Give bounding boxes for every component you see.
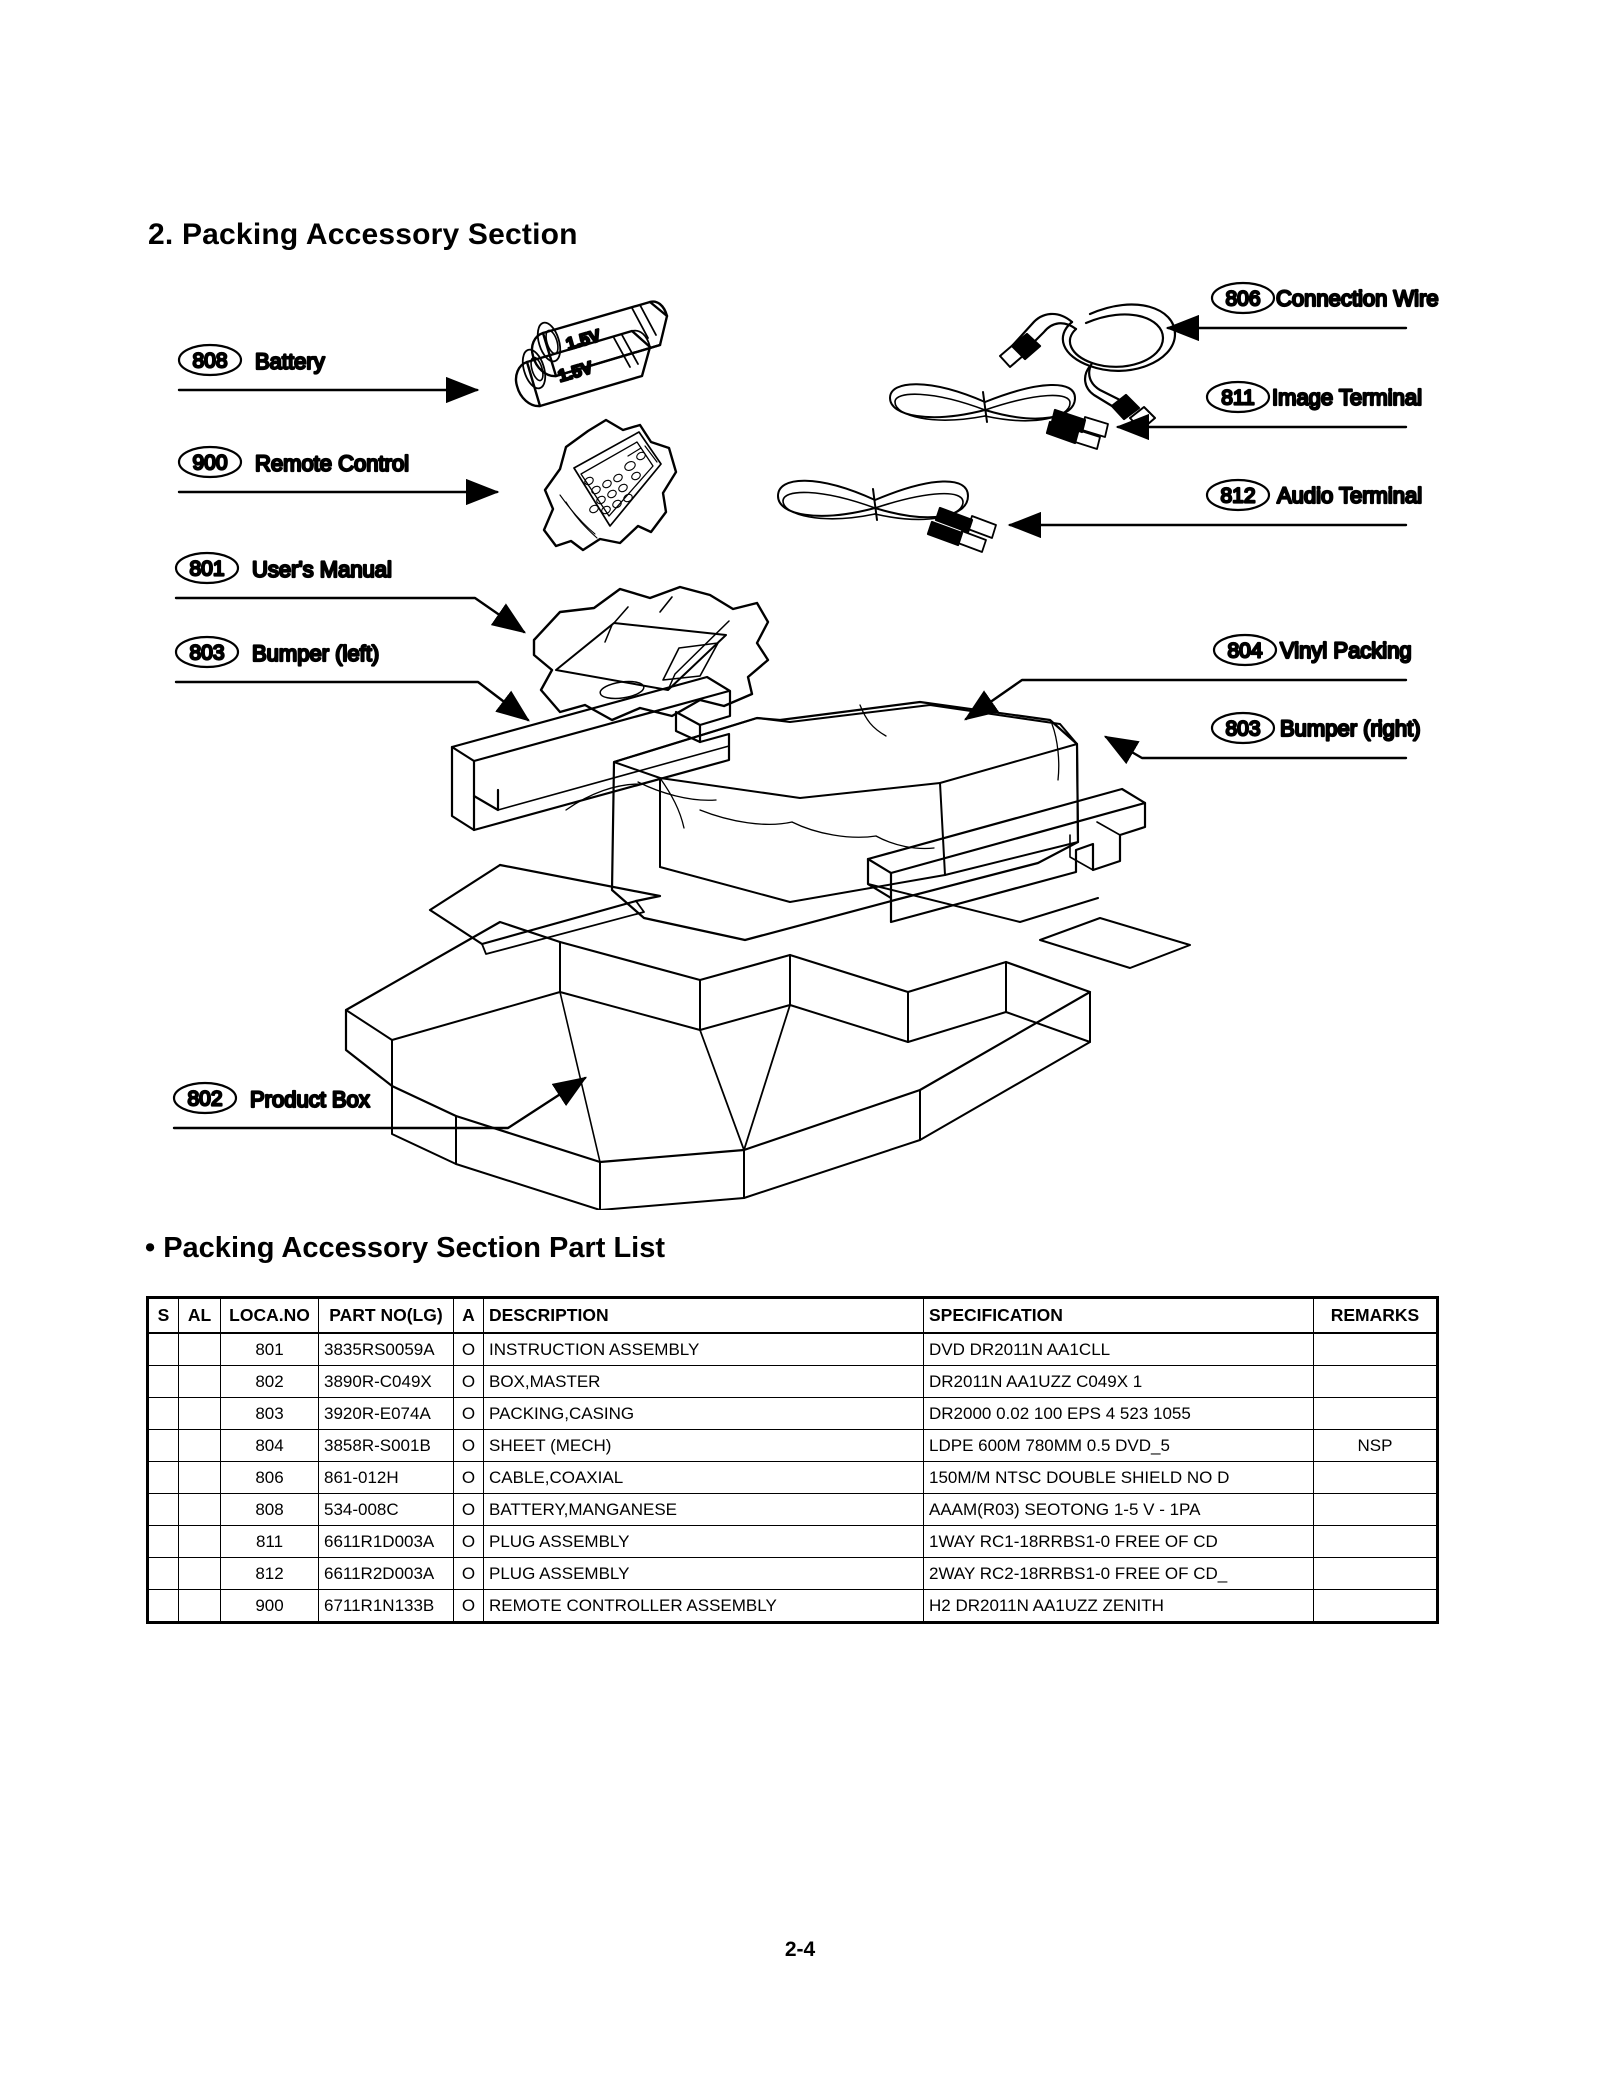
callout-811-label: Image Terminal — [1272, 385, 1422, 410]
cell-a: O — [454, 1462, 484, 1494]
cell-remarks — [1314, 1558, 1437, 1590]
table-row — [149, 1462, 1437, 1494]
battery-voltage-lower: 1.5V — [555, 357, 595, 386]
cell-description: PACKING,CASING — [484, 1398, 924, 1430]
callout-808-label: Battery — [255, 349, 325, 374]
cell-description: BOX,MASTER — [484, 1366, 924, 1398]
callout-803-left-label: Bumper (left) — [252, 641, 380, 666]
callout-806-label: Connection Wire — [1276, 286, 1439, 311]
callout-806-connection-wire — [1168, 283, 1439, 328]
col-header-remarks: REMARKS — [1314, 1299, 1437, 1334]
callout-803-right-number: 803 — [1225, 717, 1261, 741]
cell-loca-no: 803 — [221, 1398, 319, 1430]
cell-a: O — [454, 1430, 484, 1462]
callout-900-label: Remote Control — [255, 451, 410, 476]
callout-803-bumper-right — [1106, 713, 1421, 758]
remote-control-illustration — [544, 420, 676, 550]
cell-loca-no: 900 — [221, 1590, 319, 1622]
cell-al — [179, 1398, 221, 1430]
cell-s — [149, 1398, 179, 1430]
cell-s — [149, 1526, 179, 1558]
cell-a: O — [454, 1494, 484, 1526]
cell-part-no: 3890R-C049X — [319, 1366, 454, 1398]
cell-loca-no: 806 — [221, 1462, 319, 1494]
cell-remarks — [1314, 1494, 1437, 1526]
cell-s — [149, 1494, 179, 1526]
table-row — [149, 1430, 1437, 1462]
cell-loca-no: 808 — [221, 1494, 319, 1526]
cell-remarks — [1314, 1526, 1437, 1558]
cell-remarks: NSP — [1314, 1430, 1437, 1462]
cell-description: SHEET (MECH) — [484, 1430, 924, 1462]
callout-812-audio-terminal — [1010, 480, 1422, 525]
cell-al — [179, 1494, 221, 1526]
cell-al — [179, 1430, 221, 1462]
table-row — [149, 1558, 1437, 1590]
connection-wire-illustration — [1000, 305, 1175, 430]
audio-terminal-illustration — [778, 481, 996, 552]
cell-description: PLUG ASSEMBLY — [484, 1558, 924, 1590]
callout-812-number: 812 — [1220, 484, 1256, 508]
bumper-right-shape — [868, 789, 1145, 922]
part-list-title: • Packing Accessory Section Part List — [145, 1232, 666, 1264]
callout-801-label: User's Manual — [252, 557, 392, 582]
cell-al — [179, 1462, 221, 1494]
col-header-loca-no: LOCA.NO — [221, 1299, 319, 1334]
cell-part-no: 3920R-E074A — [319, 1398, 454, 1430]
callout-808-battery — [179, 345, 477, 390]
cell-loca-no: 812 — [221, 1558, 319, 1590]
packing-exploded-diagram — [0, 250, 1600, 1210]
bumper-left-shape — [452, 677, 730, 830]
col-header-s: S — [149, 1299, 179, 1334]
cell-specification: H2 DR2011N AA1UZZ ZENITH — [924, 1590, 1314, 1622]
callout-811-number: 811 — [1221, 386, 1255, 410]
cell-al — [179, 1590, 221, 1622]
cell-loca-no: 811 — [221, 1526, 319, 1558]
cell-s — [149, 1366, 179, 1398]
cell-specification: DR2000 0.02 100 EPS 4 523 1055 — [924, 1398, 1314, 1430]
table-header-row — [149, 1299, 1437, 1334]
cell-al — [179, 1333, 221, 1366]
callout-802-label: Product Box — [250, 1087, 370, 1112]
cell-a: O — [454, 1590, 484, 1622]
callout-812-label: Audio Terminal — [1277, 483, 1423, 508]
cell-al — [179, 1526, 221, 1558]
cell-specification: 2WAY RC2-18RRBS1-0 FREE OF CD_ — [924, 1558, 1314, 1590]
cell-s — [149, 1333, 179, 1366]
col-header-a: A — [454, 1299, 484, 1334]
cell-remarks — [1314, 1366, 1437, 1398]
callout-801-users-manual — [176, 553, 524, 632]
battery-illustration — [516, 302, 667, 407]
vinyl-packed-unit — [566, 702, 1078, 940]
battery-voltage-upper: 1.5V — [563, 325, 603, 354]
callout-801-number: 801 — [189, 557, 225, 581]
callout-808-number: 808 — [192, 349, 228, 373]
cell-a: O — [454, 1333, 484, 1366]
users-manual-illustration — [534, 587, 768, 720]
cell-a: O — [454, 1398, 484, 1430]
image-terminal-illustration — [890, 384, 1108, 449]
callout-900-remote-control — [179, 447, 497, 492]
table-row — [149, 1366, 1437, 1398]
callout-811-image-terminal — [1118, 382, 1422, 427]
callout-802-product-box — [174, 1078, 585, 1128]
callout-803-right-label: Bumper (right) — [1280, 716, 1421, 741]
cell-specification: LDPE 600M 780MM 0.5 DVD_5 — [924, 1430, 1314, 1462]
cell-s — [149, 1558, 179, 1590]
cell-s — [149, 1590, 179, 1622]
cell-a: O — [454, 1558, 484, 1590]
cell-description: INSTRUCTION ASSEMBLY — [484, 1333, 924, 1366]
table-row — [149, 1526, 1437, 1558]
cell-part-no: 861-012H — [319, 1462, 454, 1494]
cell-remarks — [1314, 1462, 1437, 1494]
callout-804-number: 804 — [1227, 639, 1263, 663]
product-box-carton — [346, 922, 1090, 1210]
part-list-table — [148, 1298, 1437, 1622]
callout-804-vinyl-packing — [966, 635, 1412, 719]
page-footer: 2-4 — [784, 1938, 816, 1961]
cell-description: CABLE,COAXIAL — [484, 1462, 924, 1494]
product-box-inner-sheet — [430, 865, 1098, 954]
product-box-right-flap — [1040, 918, 1190, 968]
callout-803-bumper-left — [176, 637, 528, 720]
cell-specification: DR2011N AA1UZZ C049X 1 — [924, 1366, 1314, 1398]
table-row — [149, 1398, 1437, 1430]
cell-description: PLUG ASSEMBLY — [484, 1526, 924, 1558]
cell-s — [149, 1430, 179, 1462]
cell-al — [179, 1366, 221, 1398]
cell-part-no: 3835RS0059A — [319, 1333, 454, 1366]
cell-a: O — [454, 1526, 484, 1558]
packing-assembly-illustration — [346, 677, 1190, 1210]
cell-loca-no: 801 — [221, 1333, 319, 1366]
page-title: 2. Packing Accessory Section — [148, 218, 578, 251]
col-header-specification: SPECIFICATION — [924, 1299, 1314, 1334]
cell-part-no: 6611R2D003A — [319, 1558, 454, 1590]
table-row — [149, 1590, 1437, 1622]
callout-802-number: 802 — [187, 1087, 223, 1111]
cell-description: REMOTE CONTROLLER ASSEMBLY — [484, 1590, 924, 1622]
cell-loca-no: 804 — [221, 1430, 319, 1462]
table-row — [149, 1333, 1437, 1366]
col-header-al: AL — [179, 1299, 221, 1334]
cell-remarks — [1314, 1590, 1437, 1622]
callout-803-left-number: 803 — [189, 641, 225, 665]
part-list-body — [149, 1333, 1437, 1622]
table-row — [149, 1494, 1437, 1526]
cell-s — [149, 1462, 179, 1494]
cell-specification: 150M/M NTSC DOUBLE SHIELD NO D — [924, 1462, 1314, 1494]
callout-804-label: Vinyl Packing — [1280, 638, 1412, 663]
callout-806-number: 806 — [1225, 287, 1261, 311]
cell-part-no: 6611R1D003A — [319, 1526, 454, 1558]
col-header-description: DESCRIPTION — [484, 1299, 924, 1334]
cell-al — [179, 1558, 221, 1590]
cell-loca-no: 802 — [221, 1366, 319, 1398]
cell-description: BATTERY,MANGANESE — [484, 1494, 924, 1526]
cell-a: O — [454, 1366, 484, 1398]
cell-part-no: 6711R1N133B — [319, 1590, 454, 1622]
cell-part-no: 3858R-S001B — [319, 1430, 454, 1462]
cell-specification: 1WAY RC1-18RRBS1-0 FREE OF CD — [924, 1526, 1314, 1558]
part-list-table-wrapper — [146, 1296, 1434, 1629]
callout-900-number: 900 — [192, 451, 228, 475]
cell-specification: DVD DR2011N AA1CLL — [924, 1333, 1314, 1366]
cell-remarks — [1314, 1398, 1437, 1430]
col-header-part-no: PART NO(LG) — [319, 1299, 454, 1334]
cell-specification: AAAM(R03) SEOTONG 1-5 V - 1PA — [924, 1494, 1314, 1526]
cell-remarks — [1314, 1333, 1437, 1366]
cell-part-no: 534-008C — [319, 1494, 454, 1526]
